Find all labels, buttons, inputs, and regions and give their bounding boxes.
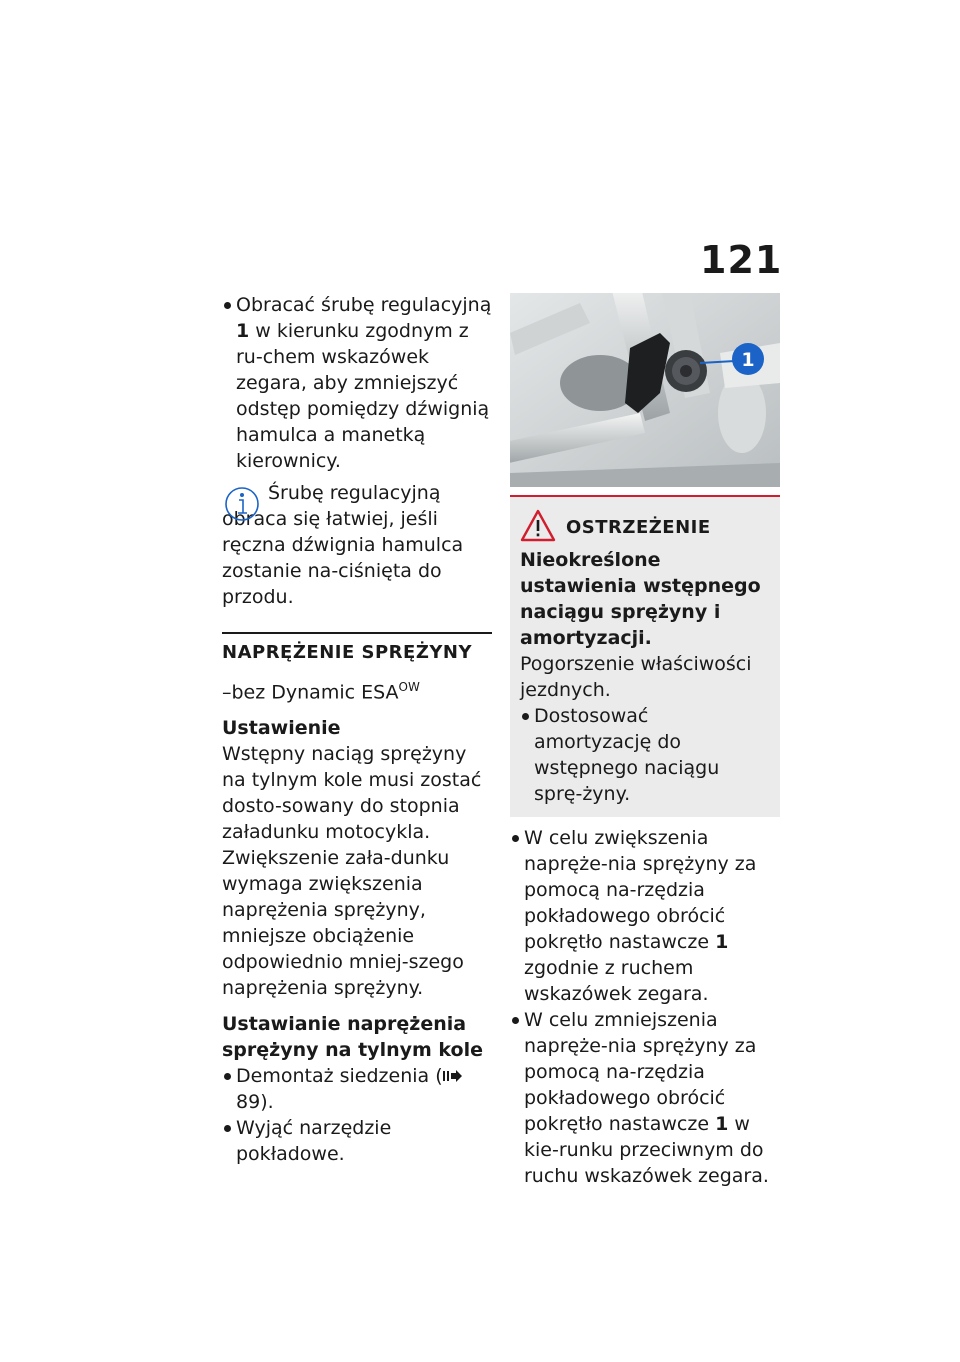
warning-title: OSTRZEŻENIE	[566, 517, 711, 538]
warning-consequence: Pogorszenie właściwości jezdnych.	[520, 653, 752, 701]
warning-action: Dostosować amortyzację do wstępnego naciągu sprę-żyny.	[520, 703, 770, 807]
info-note	[222, 480, 492, 610]
note-text: Śrubę regulacyjną obraca się łatwiej, jeśli ręczna dźwignia hamulca zostanie na-ciśnięta do przodu.	[222, 482, 464, 608]
preload-adjuster-illustration	[510, 293, 780, 487]
step-adjust-screw: Obracać śrubę regulacyjną 1 w kierunku zgodnym z ru-chem wskazówek zegara, aby zmniejszyć odstęp pomiędzy dźwignią hamulca a manetką kierownicy.	[222, 292, 492, 474]
item-number: 1	[715, 931, 729, 953]
suspension-photo	[510, 293, 780, 487]
warning-triangle-icon	[520, 509, 556, 543]
step-take-tool: Wyjąć narzędzie pokładowe.	[222, 1115, 492, 1167]
section-divider	[222, 632, 492, 634]
item-number: 1	[236, 320, 250, 342]
left-column	[222, 292, 492, 1167]
photo-callout-1: 1	[741, 349, 755, 371]
page-number: 121	[700, 238, 783, 282]
section-title: NAPRĘŻENIE SPRĘŻYNY	[222, 642, 473, 663]
variant-line: –bez Dynamic $ESA^{OW}$	[222, 680, 420, 704]
item-number: 1	[715, 1113, 729, 1135]
page-reference[interactable]: 89	[236, 1091, 261, 1114]
adjust-steps	[510, 825, 780, 1189]
warning-header	[520, 509, 770, 547]
warning-box	[510, 495, 780, 817]
info-icon	[222, 482, 262, 524]
warning-hazard: Nieokreślone ustawienia wstępnego naciągu sprężyny i amortyzacji.	[520, 549, 761, 649]
step-decrease-preload: W celu zmniejszenia napręże-nia sprężyny za pomocą na-rzędzia pokładowego obrócić pokrętło nastawcze 1 w kie-runku przeciwnym do ruchu wskazówek zegara.	[510, 1007, 780, 1189]
setting-paragraph: Wstępny naciąg sprężyny na tylnym kole musi zostać dosto-sowany do stopnia załadunku motocykla. Zwiększenie zała-dunku wymaga zwiększenia naprężenia sprężyny, mniejsze obciążenie odpowiednio mniej-szego naprężenia sprężyny.	[222, 743, 482, 1000]
heading-setting: Ustawienie	[222, 717, 341, 740]
step-increase-preload: W celu zwiększenia napręże-nia sprężyny za pomocą na-rzędzia pokładowego obrócić pokrętło nastawcze 1 zgodnie z ruchem wskazówek zegara.	[510, 825, 780, 1007]
right-column	[510, 293, 780, 1189]
arrow-ref-icon	[443, 1069, 463, 1083]
heading-adjust: Ustawianie naprężenia sprężyny na tylnym kole	[222, 1013, 483, 1062]
step-remove-seat: Demontaż siedzenia (89).	[222, 1063, 492, 1115]
